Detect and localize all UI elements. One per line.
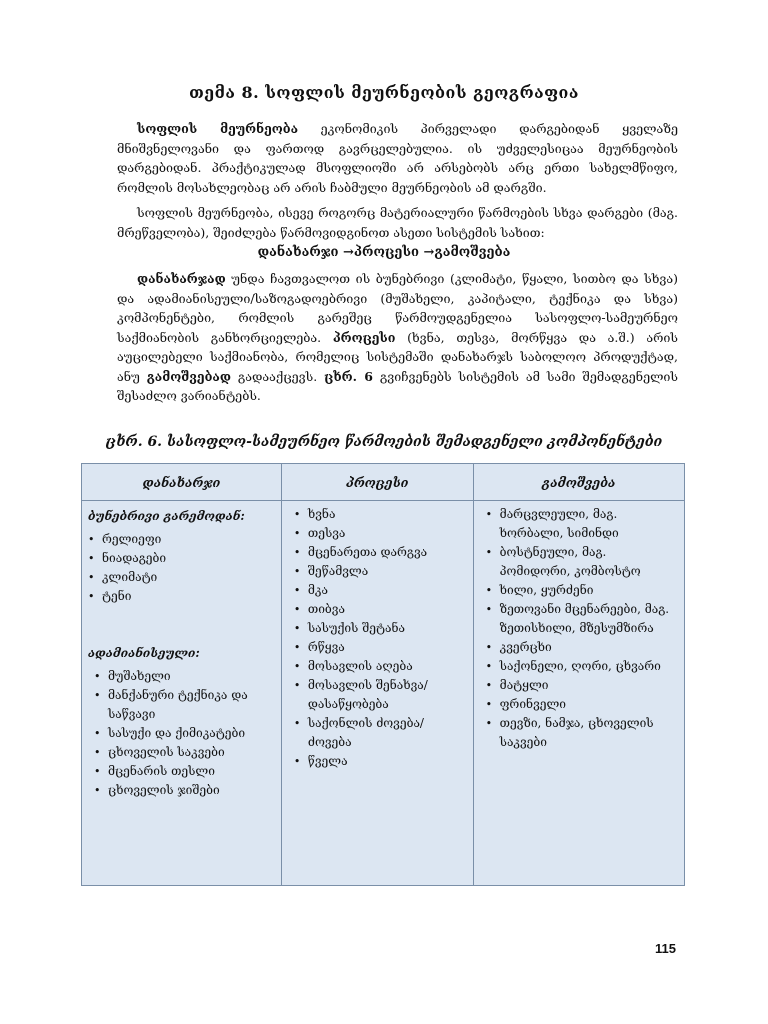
list-item: • საქონლის ძოვება/ძოვება [308, 714, 467, 752]
list-item: • რელიეფი [102, 530, 275, 549]
list-item: • ნიადაგები [102, 549, 275, 568]
definition-text-1: უნდა ჩავთვალოთ ის ბუნებრივი (კლიმატი, წყალი, სითბო და სხვა) და ადამიანისეული/საზოგადოებრივი (მუშახელი, კაპიტალი, ტექნიკა და სხვა) კომპონენტები, რომლის გარეშეც წარმოუდგენელია სასოფლო-სამეურნეო საქმიანობის განხორციელება. [117, 271, 678, 345]
list-item: • თევზი, ნამჯა, ცხოველის საკვები [500, 714, 678, 752]
list-item: • მკა [308, 581, 467, 600]
list-item: • ფრინველი [500, 695, 678, 714]
definition-text-2: (ხვნა, თესვა, მორწყვა და ა.შ.) არის აუცილებელი საქმიანობა, რომელიც სისტემაში დანახარჯს საბოლოო პროდუქტად, ანუ [117, 329, 678, 384]
header-process: პროცესი [281, 464, 473, 501]
table-body-row [82, 501, 685, 886]
definition-text-4: გვიჩვენებს სისტემის ამ სამი შემადგენელის შესაძლო ვარიანტებს. [117, 368, 678, 403]
intro-text: ეკონომიკის პირველადი დარგებიდან ყველაზე მნიშვნელოვანი და ფართოდ გავრცელებულია. ის უძველესიცაა მეურნეობის დარგებიდან. პრაქტიკულად მსოფლიოში არ არსებობს არც ერთი სახელმწიფო, რომლის მოსახლეობაც არ არის ჩაბმული მეურნეობის ამ დარგში. [117, 121, 678, 195]
list-item: • სასუქი და ქიმიკატები [108, 724, 275, 743]
table-reference: ცხრ. 6 [324, 368, 373, 384]
output-term: გამოშვებად [146, 368, 231, 384]
list-item: • წველა [308, 752, 467, 771]
page-number: 115 [655, 941, 676, 956]
list-item: • მარცვლეული, მაგ. ხორბალი, სიმინდი [500, 505, 678, 543]
components-table [81, 463, 685, 886]
human-heading: ადამიანისეული: [88, 646, 200, 660]
list-item: • კვერცხი [500, 638, 678, 657]
process-list [288, 505, 467, 771]
list-item: • მუშახელი [108, 667, 275, 686]
list-item: • ცხოველის საკვები [108, 743, 275, 762]
list-item: • სასუქის შეტანა [308, 619, 467, 638]
input-term: დანახარჯად [137, 271, 226, 286]
table-caption: ცხრ. 6. სასოფლო-სამეურნეო წარმოების შემადგენელი კომპონენტები [105, 434, 663, 450]
natural-list [88, 530, 275, 606]
list-item: • მოსავლის აღება [308, 657, 467, 676]
list-item: • მცენარეთა დარგვა [308, 543, 467, 562]
system-paragraph [117, 203, 678, 242]
intro-paragraph [117, 119, 678, 197]
list-item: • ზეთოვანი მცენარეები, მაგ. ზეთისხილი, მზესუმზირა [500, 600, 678, 638]
process-cell [281, 501, 473, 886]
list-item: • საქონელი, ღორი, ცხვარი [500, 657, 678, 676]
list-item: • მანქანური ტექნიკა და საწვავი [108, 686, 275, 724]
header-outputs: გამოშვება [473, 464, 684, 501]
list-item: • მოსავლის შენახვა/ დასაწყობება [308, 676, 467, 714]
inputs-cell [82, 501, 282, 886]
list-item: • მატყლი [500, 676, 678, 695]
output-list [480, 505, 678, 752]
list-item: • რწყვა [308, 638, 467, 657]
system-flow: დანახარჯი →პროცესი →გამოშვება [257, 245, 511, 260]
list-item: • ხვნა [308, 505, 467, 524]
system-text: სოფლის მეურნეობა, ისევე როგორც მატერიალური წარმოების სხვა დარგები (მაგ. მრეწველობა), შეიძლება წარმოვიდგინოთ ასეთი სისტემის სახით: [117, 205, 678, 240]
list-item: • ცხოველის ჯიშები [108, 781, 275, 800]
list-item: • კლიმატი [102, 568, 275, 587]
list-item: • მცენარის თესლი [108, 762, 275, 781]
table-header-row [82, 464, 685, 501]
page-title: თემა 8. სოფლის მეურნეობის გეოგრაფია [189, 83, 579, 102]
human-list [88, 667, 275, 800]
list-item: • თიბვა [308, 600, 467, 619]
header-inputs: დანახარჯი [82, 464, 282, 501]
outputs-cell [473, 501, 684, 886]
natural-heading: ბუნებრივი გარემოდან: [88, 509, 245, 523]
list-item: • ტენი [102, 587, 275, 606]
definition-text-3: გადააქცევს. [230, 368, 325, 384]
list-item: • შეწამვლა [308, 562, 467, 581]
list-item: • ხილი, ყურძენი [500, 581, 678, 600]
process-term: პროცესი [332, 329, 396, 345]
definition-paragraph [117, 269, 678, 406]
agriculture-term: სოფლის მეურნეობა [137, 121, 299, 136]
list-item: • თესვა [308, 524, 467, 543]
list-item: • ბოსტნეული, მაგ. პომიდორი, კომბოსტო [500, 543, 678, 581]
